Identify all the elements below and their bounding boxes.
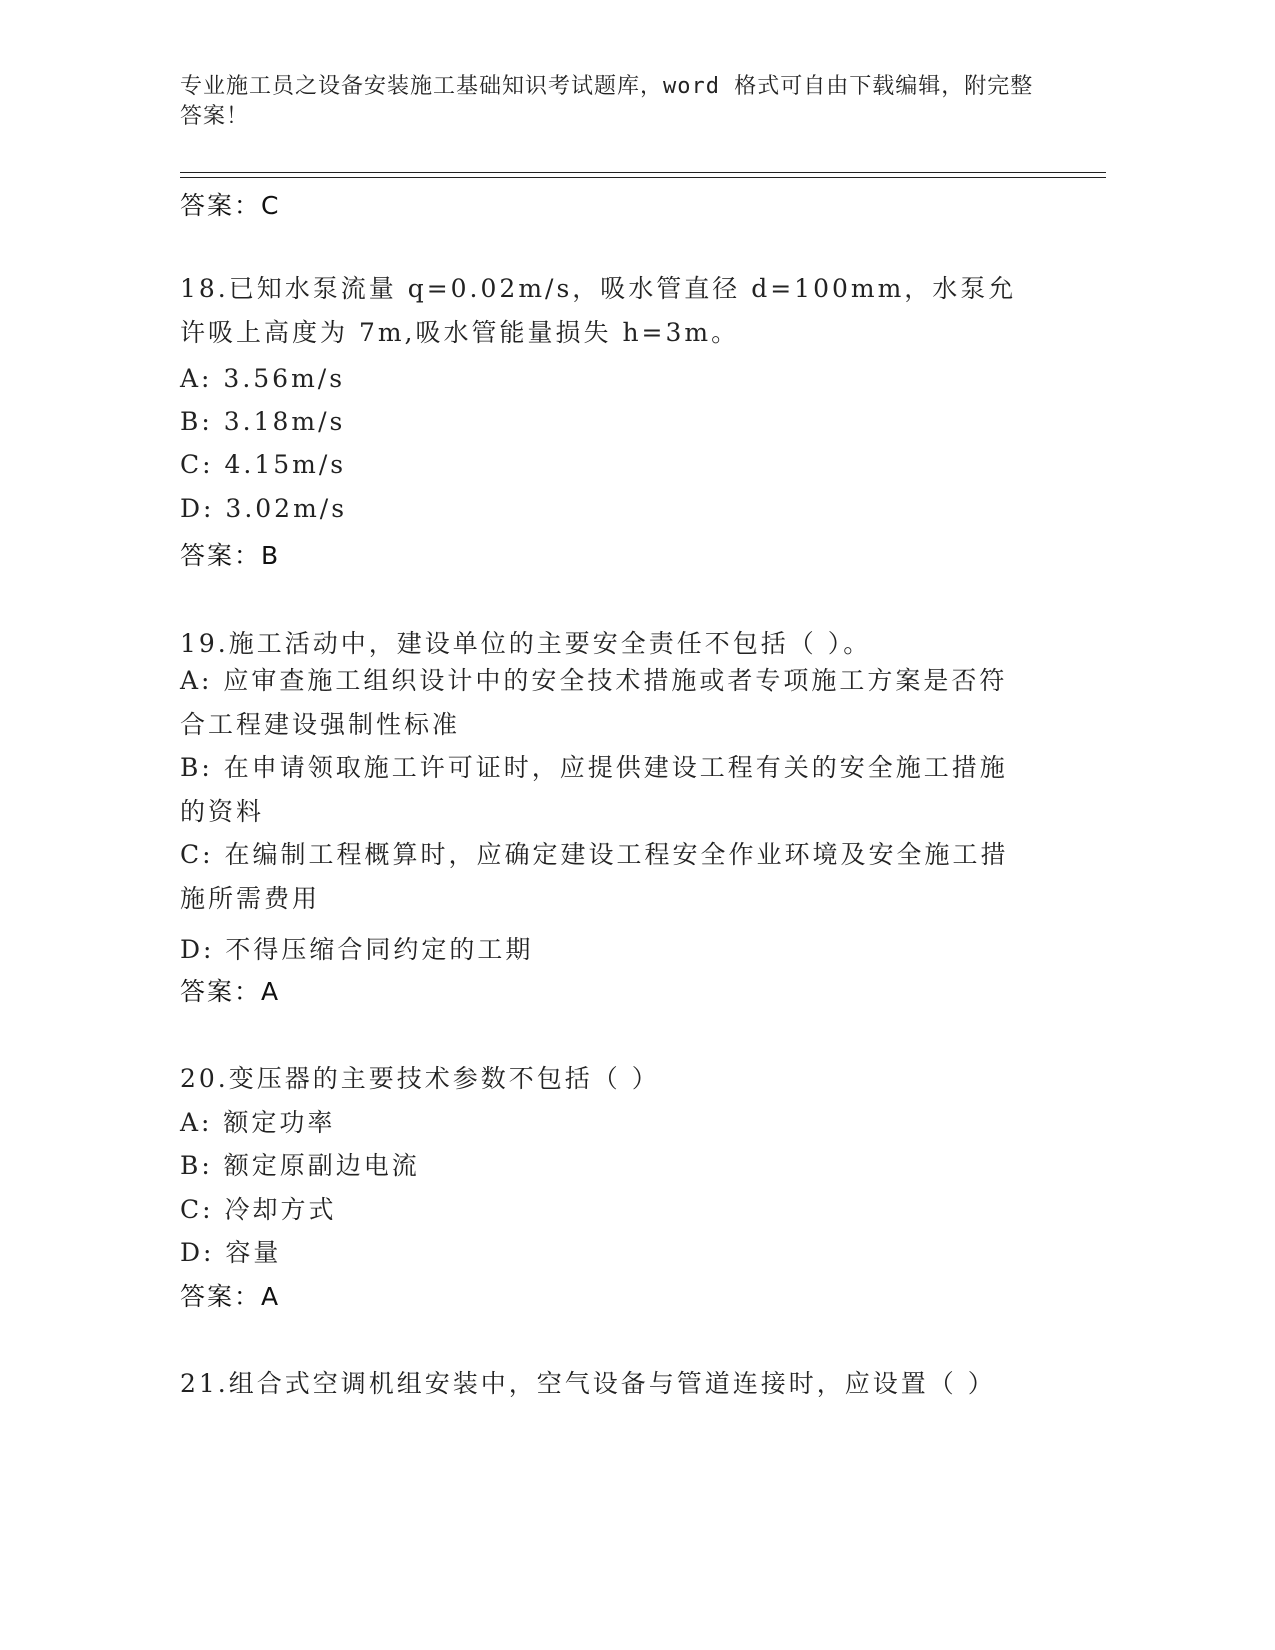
question-19-option-c: C: 在编制工程概算时，应确定建设工程安全作业环境及安全施工措施所需费用 [180, 840, 1009, 913]
question-19-option-d: D: 不得压缩合同约定的工期 [180, 935, 534, 964]
question-21-stem: 21.组合式空调机组安装中，空气设备与管道连接时，应设置（ ） [180, 1369, 996, 1398]
question-18-option-c: C: 4.15m/s [180, 450, 347, 479]
question-19-answer: 答案：A [180, 977, 281, 1006]
document-header: 专业施工员之设备安装施工基础知识考试题库，word 格式可自由下载编辑，附完整答案！ [180, 74, 1034, 129]
question-18-answer: 答案：B [180, 541, 281, 570]
question-20-option-b: B: 额定原副边电流 [180, 1151, 420, 1180]
document-page [180, 0, 1110, 1650]
question-19-option-a: A: 应审查施工组织设计中的安全技术措施或者专项施工方案是否符合工程建设强制性标准 [180, 666, 1008, 739]
question-20-option-a: A: 额定功率 [180, 1108, 336, 1137]
header-divider-top [180, 172, 1106, 173]
question-18-option-b: B: 3.18m/s [180, 407, 346, 436]
question-18-option-d: D: 3.02m/s [180, 494, 348, 523]
previous-answer: 答案：C [180, 191, 281, 220]
question-20-option-c: C: 冷却方式 [180, 1195, 337, 1224]
question-19-option-b: B: 在申请领取施工许可证时，应提供建设工程有关的安全施工措施的资料 [180, 753, 1008, 826]
question-20-option-d: D: 容量 [180, 1238, 282, 1267]
question-18-stem: 18.已知水泵流量 q=0.02m/s，吸水管直径 d=100mm，水泵允许吸上高度为 7m,吸水管能量损失 h=3m。 [180, 274, 1017, 347]
question-19-stem: 19.施工活动中，建设单位的主要安全责任不包括（ ）。 [180, 629, 872, 658]
question-18-option-a: A: 3.56m/s [180, 364, 346, 393]
header-divider-bottom [180, 177, 1106, 178]
question-20-answer: 答案：A [180, 1282, 281, 1311]
question-20-stem: 20.变压器的主要技术参数不包括（ ） [180, 1064, 660, 1093]
